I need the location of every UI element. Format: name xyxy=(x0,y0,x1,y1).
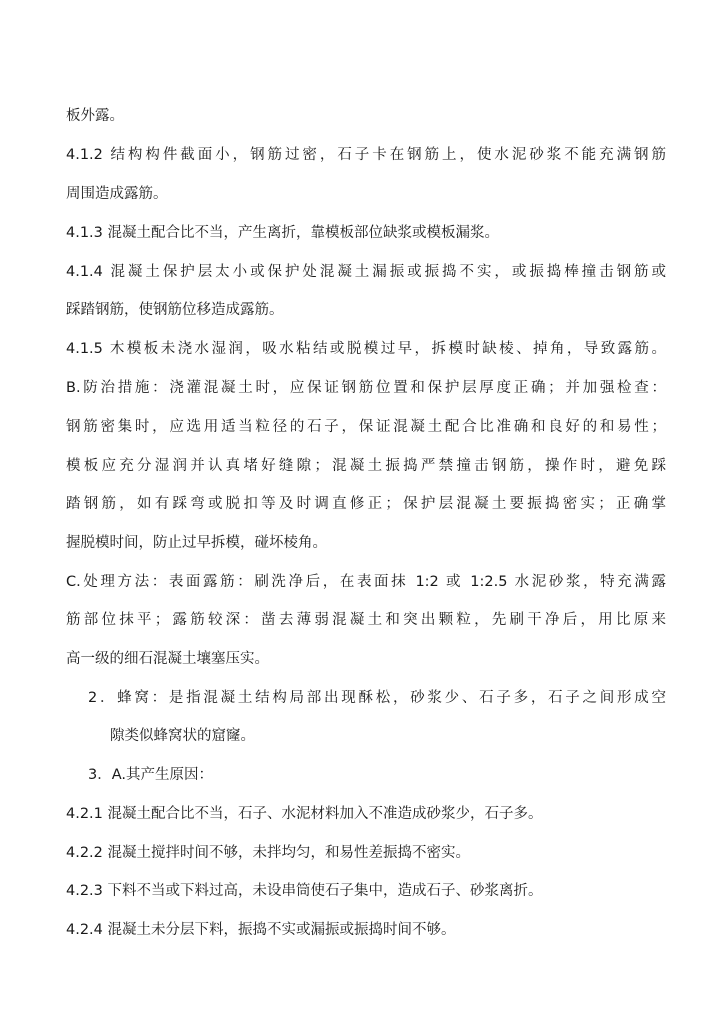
list-item-line: 3．A.其产生原因： xyxy=(88,767,213,783)
text-line: 踏钢筋，如有踩弯或脱扣等及时调直修正；保护层混凝土要振捣密实；正确掌 xyxy=(66,496,666,512)
text-line: 筋部位抹平；露筋较深：凿去薄弱混凝土和突出颗粒，先刷干净后，用比原来 xyxy=(66,612,666,628)
text-line: C.处理方法：表面露筋：刷洗净后，在表面抹 1:2 或 1:2.5 水泥砂浆，特充满露 xyxy=(66,574,666,590)
text-line: 周围造成露筋。 xyxy=(66,186,168,202)
text-line: B.防治措施：浇灌混凝土时，应保证钢筋位置和保护层厚度正确；并加强检查： xyxy=(66,380,666,396)
text-line: 4.1.5 木模板未浇水湿润，吸水粘结或脱模过早，拆模时缺棱、掉角，导致露筋。 xyxy=(66,341,666,357)
text-line: 4.2.3 下料不当或下料过高，未设串筒使石子集中，造成石子、砂浆离折。 xyxy=(66,883,543,899)
text-line: 4.2.4 混凝土未分层下料，振捣不实或漏振或振捣时间不够。 xyxy=(66,922,456,938)
text-line: 钢筋密集时，应选用适当粒径的石子，保证混凝土配合比准确和良好的和易性； xyxy=(66,419,666,435)
text-line: 4.1.2 结构构件截面小，钢筋过密，石子卡在钢筋上，使水泥砂浆不能充满钢筋 xyxy=(66,147,666,163)
text-line: 4.1.3 混凝土配合比不当，产生离折，靠模板部位缺浆或模板漏浆。 xyxy=(66,225,500,241)
text-line: 握脱模时间，防止过早拆模，碰坏棱角。 xyxy=(66,535,327,551)
text-line: 踩踏钢筋，使钢筋位移造成露筋。 xyxy=(66,302,284,318)
text-line: 板外露。 xyxy=(66,108,124,124)
text-line: 模板应充分湿润并认真堵好缝隙；混凝土振捣严禁撞击钢筋，操作时，避免踩 xyxy=(66,458,666,474)
text-line: 4.2.2 混凝土搅拌时间不够，未拌均匀，和易性差振捣不密实。 xyxy=(66,845,471,861)
text-line: 4.1.4 混凝土保护层太小或保护处混凝土漏振或振捣不实，或振捣棒撞击钢筋或 xyxy=(66,264,666,280)
list-item-line: 隙类似蜂窝状的窟窿。 xyxy=(110,728,255,744)
text-line: 高一级的细石混凝土壤塞压实。 xyxy=(66,651,269,667)
list-item-line: 2．蜂窝：是指混凝土结构局部出现酥松，砂浆少、石子多，石子之间形成空 xyxy=(88,690,666,706)
text-line: 4.2.1 混凝土配合比不当，石子、水泥材料加入不准造成砂浆少，石子多。 xyxy=(66,806,543,822)
